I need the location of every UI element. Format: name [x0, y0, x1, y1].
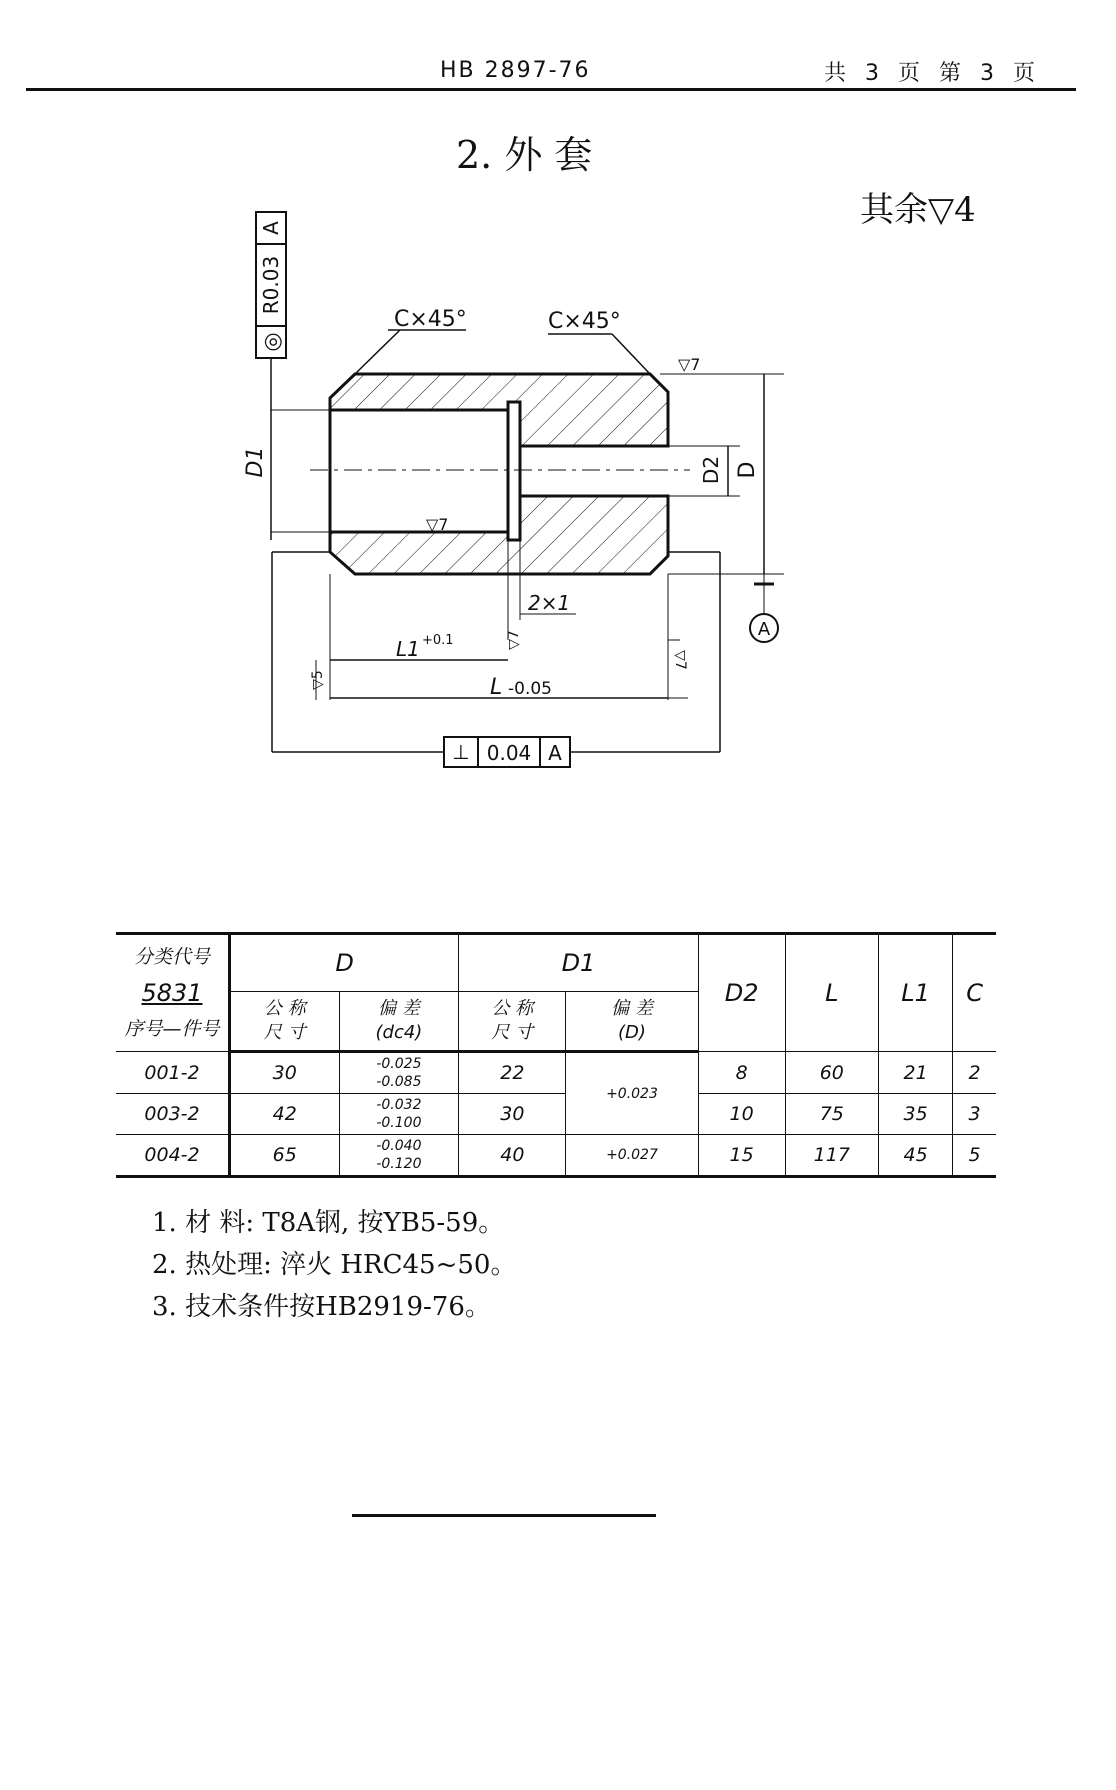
cell-D2: 15 — [698, 1135, 785, 1177]
coaxiality-icon: ◎ — [260, 332, 285, 352]
groove-section — [508, 402, 520, 540]
cell-D-deviation: -0.040 -0.120 — [339, 1135, 459, 1177]
subheader-D1-deviation: 偏 差 (D) — [566, 992, 698, 1052]
cell-D1-nominal: 22 — [459, 1052, 566, 1094]
cell-C: 5 — [953, 1135, 996, 1177]
chamfer-right-label: C×45° — [548, 309, 621, 334]
id-header — [116, 934, 230, 1052]
label-D1: D1 — [243, 446, 268, 478]
groove-label: 2×1 — [528, 591, 571, 615]
roughness-left-face: ▽5 — [310, 670, 326, 690]
label-D: D — [735, 461, 760, 479]
cell-D1-nominal: 40 — [459, 1135, 566, 1177]
coaxiality-datum: A — [259, 221, 283, 235]
cell-D2: 8 — [698, 1052, 785, 1094]
chamfer-left-label: C×45° — [394, 307, 467, 332]
cell-id: 001-2 — [116, 1052, 230, 1094]
perpendicularity-frame — [444, 737, 570, 767]
cell-L: 117 — [785, 1135, 878, 1177]
col-header-D: D — [230, 934, 459, 992]
datum-A-label: A — [757, 619, 771, 640]
bottom-rule — [352, 1514, 656, 1517]
table-row — [116, 1135, 996, 1177]
note-heat-treatment: 2. 热处理: 淬火 HRC45~50。 — [152, 1250, 517, 1280]
tol-L: -0.05 — [508, 679, 552, 699]
technical-notes — [152, 1202, 516, 1328]
note-technical-conditions: 3. 技术条件按HB2919-76。 — [152, 1292, 491, 1322]
cell-L: 75 — [785, 1094, 878, 1135]
rest-roughness-note: 其余▽4 — [860, 190, 976, 230]
roughness-right-face: ▽7 — [672, 650, 688, 670]
id-header-code: 5831 — [141, 979, 203, 1007]
cell-D-nominal: 42 — [230, 1094, 340, 1135]
roughness-top: ▽7 — [678, 355, 701, 374]
label-D2: D2 — [699, 455, 723, 485]
id-header-category: 分类代号 — [133, 946, 210, 968]
roughness-bore: ▽7 — [426, 515, 449, 534]
cell-id: 003-2 — [116, 1094, 230, 1135]
roughness-groove: ▽7 — [506, 630, 522, 650]
part-title: 2. 外 套 — [456, 133, 593, 177]
body-upper-section — [330, 374, 668, 446]
cell-D-deviation: -0.025 -0.085 — [339, 1052, 459, 1094]
perpendicularity-datum: A — [548, 741, 562, 765]
table-row — [116, 1094, 996, 1135]
cell-C: 2 — [953, 1052, 996, 1094]
perpendicularity-icon: ⊥ — [452, 740, 470, 764]
cell-D2: 10 — [698, 1094, 785, 1135]
cell-L1: 45 — [878, 1135, 952, 1177]
col-header-L1: L1 — [878, 934, 952, 1052]
cell-L: 60 — [785, 1052, 878, 1094]
cell-id: 004-2 — [116, 1135, 230, 1177]
label-L: L — [490, 675, 503, 700]
col-header-L: L — [785, 934, 878, 1052]
body-lower-section — [330, 496, 668, 574]
cell-L1: 21 — [878, 1052, 952, 1094]
cell-D1-deviation: +0.027 — [566, 1135, 698, 1177]
id-header-seq: 序号—件号 — [124, 1018, 220, 1040]
col-header-D2: D2 — [698, 934, 785, 1052]
cell-D-nominal: 65 — [230, 1135, 340, 1177]
cell-D-deviation: -0.032 -0.100 — [339, 1094, 459, 1135]
col-header-D1: D1 — [459, 934, 698, 992]
col-header-C: C — [953, 934, 996, 1052]
subheader-D-deviation: 偏 差 (dc4) — [339, 992, 459, 1052]
table-row — [116, 1052, 996, 1094]
cell-D1-deviation: +0.023 — [566, 1052, 698, 1135]
cell-C: 3 — [953, 1094, 996, 1135]
note-material: 1. 材 料: T8A钢, 按YB5-59。 — [152, 1208, 505, 1238]
perpendicularity-value: 0.04 — [486, 741, 532, 765]
subheader-D-nominal: 公 称 尺 寸 — [230, 992, 340, 1052]
cell-L1: 35 — [878, 1094, 952, 1135]
spec-table — [116, 932, 996, 1178]
page-info: 共 3 页 第 3 页 — [824, 61, 1041, 86]
cell-D1-nominal: 30 — [459, 1094, 566, 1135]
tol-L1: +0.1 — [422, 633, 454, 648]
part-drawing — [0, 0, 1116, 800]
standard-number: HB 2897-76 — [440, 58, 591, 83]
coaxiality-value: R0.03 — [259, 255, 283, 315]
subheader-D1-nominal: 公 称 尺 寸 — [459, 992, 566, 1052]
coaxiality-frame — [256, 212, 286, 400]
label-L1: L1 — [396, 637, 420, 661]
cell-D-nominal: 30 — [230, 1052, 340, 1094]
